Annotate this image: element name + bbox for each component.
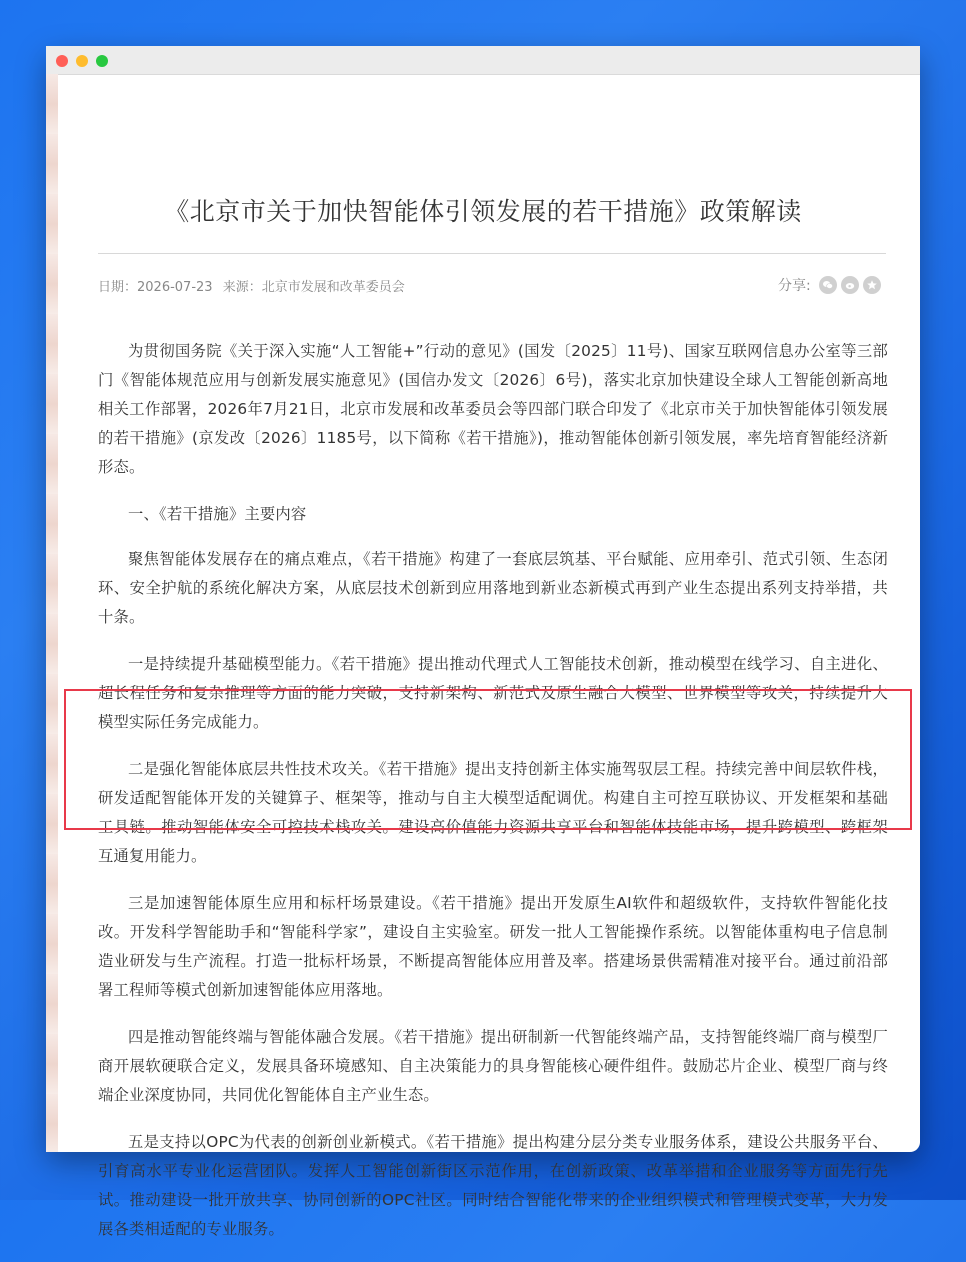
wechat-icon[interactable] (819, 276, 837, 294)
paragraph-measure-2: 二是强化智能体底层共性技术攻关。《若干措施》提出支持创新主体实施驾驭层工程。持续完善中间层软件栈，研发适配智能体开发的关键算子、框架等，推动与自主大模型适配调优。构建自主可控互联协议、开发框架和基础工具链。推动智能体安全可控技术栈攻关。建设高价值能力资源共享平台和智能体技能市场，提升跨模型、跨框架互通复用能力。 (98, 760, 888, 865)
favorite-icon[interactable] (863, 276, 881, 294)
share-bar (778, 274, 881, 296)
article-body (98, 337, 888, 1262)
paragraph-measure-4: 四是推动智能终端与智能体融合发展。《若干措施》提出研制新一代智能终端产品，支持智能终端厂商与模型厂商开展软硬联合定义，发展具备环境感知、自主决策能力的具身智能核心硬件组件。鼓励芯片企业、模型厂商与终端企业深度协同，共同优化智能体自主产业生态。 (98, 1028, 888, 1104)
paragraph-measure-5: 五是支持以OPC为代表的创新创业新模式。《若干措施》提出构建分层分类专业服务体系，建设公共服务平台、引育高水平专业化运营团队。发挥人工智能创新街区示范作用，在创新政策、改革举措和企业服务等方面先行先试。推动建设一批开放共享、协同创新的OPC社区。同时结合智能化带来的企业组织模式和管理模式变革，大力发展各类相适配的专业服务。 (98, 1133, 888, 1238)
minimize-window-button[interactable] (76, 55, 88, 67)
browser-window (46, 46, 920, 1238)
paragraph-summary: 聚焦智能体发展存在的痛点难点，《若干措施》构建了一套底层筑基、平台赋能、应用牵引、范式引领、生态闭环、安全护航的系统化解决方案，从底层技术创新到应用落地到新业态新模式再到产业生态提出系列支持举措，共十条。 (98, 550, 888, 626)
window-titlebar (46, 46, 920, 75)
article-title: 《北京市关于加快智能体引领发展的若干措施》政策解读 (164, 197, 802, 226)
maximize-window-button[interactable] (96, 55, 108, 67)
title-divider (98, 253, 886, 254)
section-heading: 一、《若干措施》主要内容 (128, 505, 307, 523)
paragraph-measure-1: 一是持续提升基础模型能力。《若干措施》提出推动代理式人工智能技术创新，推动模型在线学习、自主进化、超长程任务和复杂推理等方面的能力突破，支持新架构、新范式及原生融合大模型、世界模型等攻关，持续提升大模型实际任务完成能力。 (98, 655, 888, 731)
article-source: 来源：北京市发展和改革委员会 (222, 280, 405, 295)
close-window-button[interactable] (56, 55, 68, 67)
paragraph-measure-3: 三是加速智能体原生应用和标杆场景建设。《若干措施》提出开发原生AI软件和超级软件，支持软件智能化技改。开发科学智能助手和“智能科学家”，建设自主实验室。研发一批人工智能操作系统。以智能体重构电子信息制造业研发与生产流程。打造一批标杆场景，不断提高智能体应用普及率。搭建场景供需精准对接平台。通过前沿部署工程师等模式创新加速智能体应用落地。 (98, 894, 888, 999)
share-label: 分享: (778, 278, 811, 294)
paragraph-intro: 为贯彻国务院《关于深入实施“人工智能+”行动的意见》(国发〔2025〕11号)、国家互联网信息办公室等三部门《智能体规范应用与创新发展实施意见》(国信办发文〔2026〕6号)，落实北京加快建设全球人工智能创新高地相关工作部署，2026年7月21日，北京市发展和改革委员会等四部门联合印发了《北京市关于加快智能体引领发展的若干措施》(京发改〔2026〕1185号，以下简称《若干措施》)，推动智能体创新引领发展，率先培育智能经济新形态。 (98, 342, 888, 476)
article-meta (98, 276, 411, 295)
article-page (46, 74, 920, 1238)
weibo-icon[interactable] (841, 276, 859, 294)
publish-date: 日期：2026-07-23 (98, 280, 213, 295)
